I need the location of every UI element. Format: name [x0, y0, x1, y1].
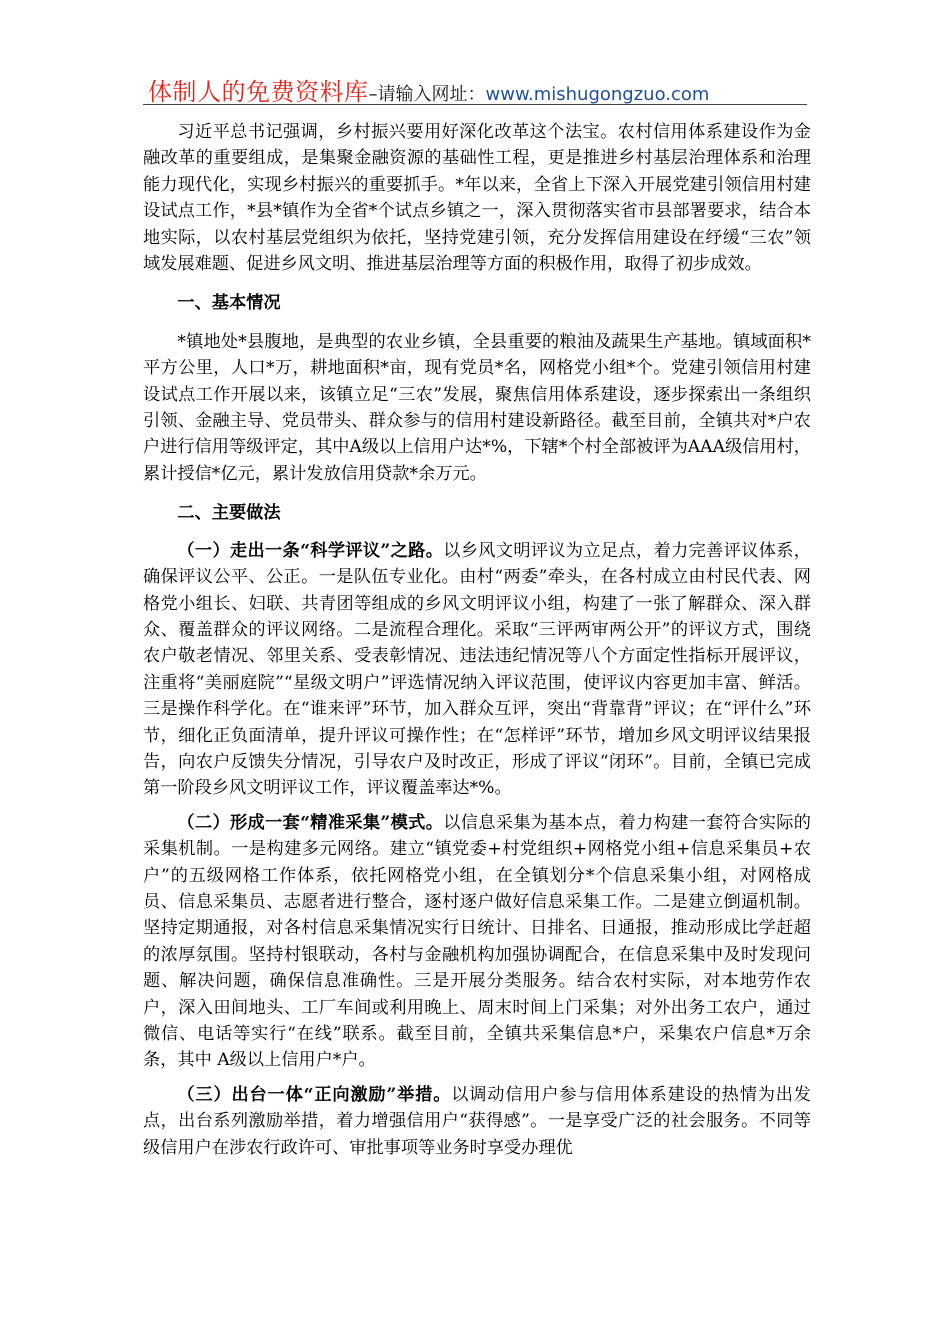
- section-heading-basic: 一、基本情况: [177, 293, 281, 314]
- section-basic-paragraph: *镇地处*县腹地，是典型的农业乡镇，全县重要的粮油及蔬果生产基地。镇域面积*平方公里，人口*万，耕地面积*亩，现有党员*名，网格党小组*个。党建引领信用村建设试点工作开展以来，该镇立足“三农”发展，聚焦信用体系建设，逐步探索出一条组织引领、金融主导、党员带头、群众参与的信用村建设新路径。截至目前，全镇共对*户农户进行信用等级评定，其中A级以上信用户达*%，下辖*个村全部被评为AAA级信用村，累计授信*亿元，累计发放信用贷款*余万元。: [143, 331, 811, 484]
- method-paragraph-3: [143, 1082, 811, 1161]
- method-title: （三）出台一体“正向激励”举措。: [177, 1084, 452, 1105]
- method-title: （二）形成一套“精准采集”模式。: [177, 812, 444, 833]
- method-title: （一）走出一条“科学评议”之路。: [177, 540, 444, 561]
- page-header: [148, 72, 808, 104]
- method-body: 以调动信用户参与信用体系建设的热情为出发点，出台系列激励举措，着力增强信用户“获得感”。一是享受广泛的社会服务。不同等级信用户在涉农行政许可、审批事项等业务时享受办理优: [143, 1084, 811, 1158]
- brand-title: 体制人的免费资料库: [148, 78, 369, 106]
- method-paragraph-2: [143, 810, 811, 1074]
- section-heading-methods: 二、主要做法: [177, 503, 281, 524]
- intro-paragraph: 习近平总书记强调，乡村振兴要用好深化改革这个法宝。农村信用体系建设作为金融改革的重要组成，是集聚金融资源的基础性工程，更是推进乡村基层治理体系和治理能力现代化，实现乡村振兴的重要抓手。*年以来，全省上下深入开展党建引领信用村建设试点工作，*县*镇作为全省*个试点乡镇之一，深入贯彻落实省市县部署要求，结合本地实际，以农村基层党组织为依托，坚持党建引领，充分发挥信用建设在纾缓“三农”领域发展难题、促进乡风文明、推进基层治理等方面的积极作用，取得了初步成效。: [143, 122, 811, 275]
- website-url[interactable]: www.mishugongzuo.com: [485, 84, 710, 105]
- document-body: [143, 119, 811, 1161]
- url-prompt: –请输入网址：: [368, 84, 486, 105]
- method-body: 以乡风文明评议为立足点，着力完善评议体系，确保评议公平、公正。一是队伍专业化。由村“两委”牵头，在各村成立由村民代表、网格党小组长、妇联、共青团等组成的乡风文明评议小组，构建了一张了解群众、深入群众、覆盖群众的评议网络。二是流程合理化。采取“三评两审两公开”的评议方式，围绕农户敬老情况、邻里关系、受表彰情况、违法违纪情况等八个方面定性指标开展评议，注重将“美丽庭院”“星级文明户”评选情况纳入评议范围，使评议内容更加丰富、鲜活。三是操作科学化。在“谁来评”环节，加入群众互评，突出“背靠背”评议；在“评什么”环节，细化正负面清单，提升评议可操作性；在“怎样评”环节，增加乡风文明评议结果报告，向农户反馈失分情况，引导农户及时改正，形成了评议“闭环”。目前，全镇已完成第一阶段乡风文明评议工作，评议覆盖率达*%。: [143, 540, 811, 799]
- method-paragraph-1: [143, 538, 811, 802]
- method-body: 以信息采集为基本点，着力构建一套符合实际的采集机制。一是构建多元网络。建立“镇党委+村党组织+网格党小组+信息采集员+农户”的五级网格工作体系，依托网格党小组，在全镇划分*个信息采集小组，对网格成员、信息采集员、志愿者进行整合，逐村逐户做好信息采集工作。二是建立倒逼机制。坚持定期通报，对各村信息采集情况实行日统计、日排名、日通报，推动形成比学赶超的浓厚氛围。坚持村银联动，各村与金融机构加强协调配合，在信息采集中及时发现问题、解决问题，确保信息准确性。三是开展分类服务。结合农村实际，对本地劳作农户，深入田间地头、工厂车间或利用晚上、周末时间上门采集；对外出务工农户，通过微信、电话等实行“在线”联系。截至目前，全镇共采集信息*户，采集农户信息*万余条，其中 A级以上信用户*户。: [143, 812, 811, 1071]
- header-divider: [143, 104, 807, 105]
